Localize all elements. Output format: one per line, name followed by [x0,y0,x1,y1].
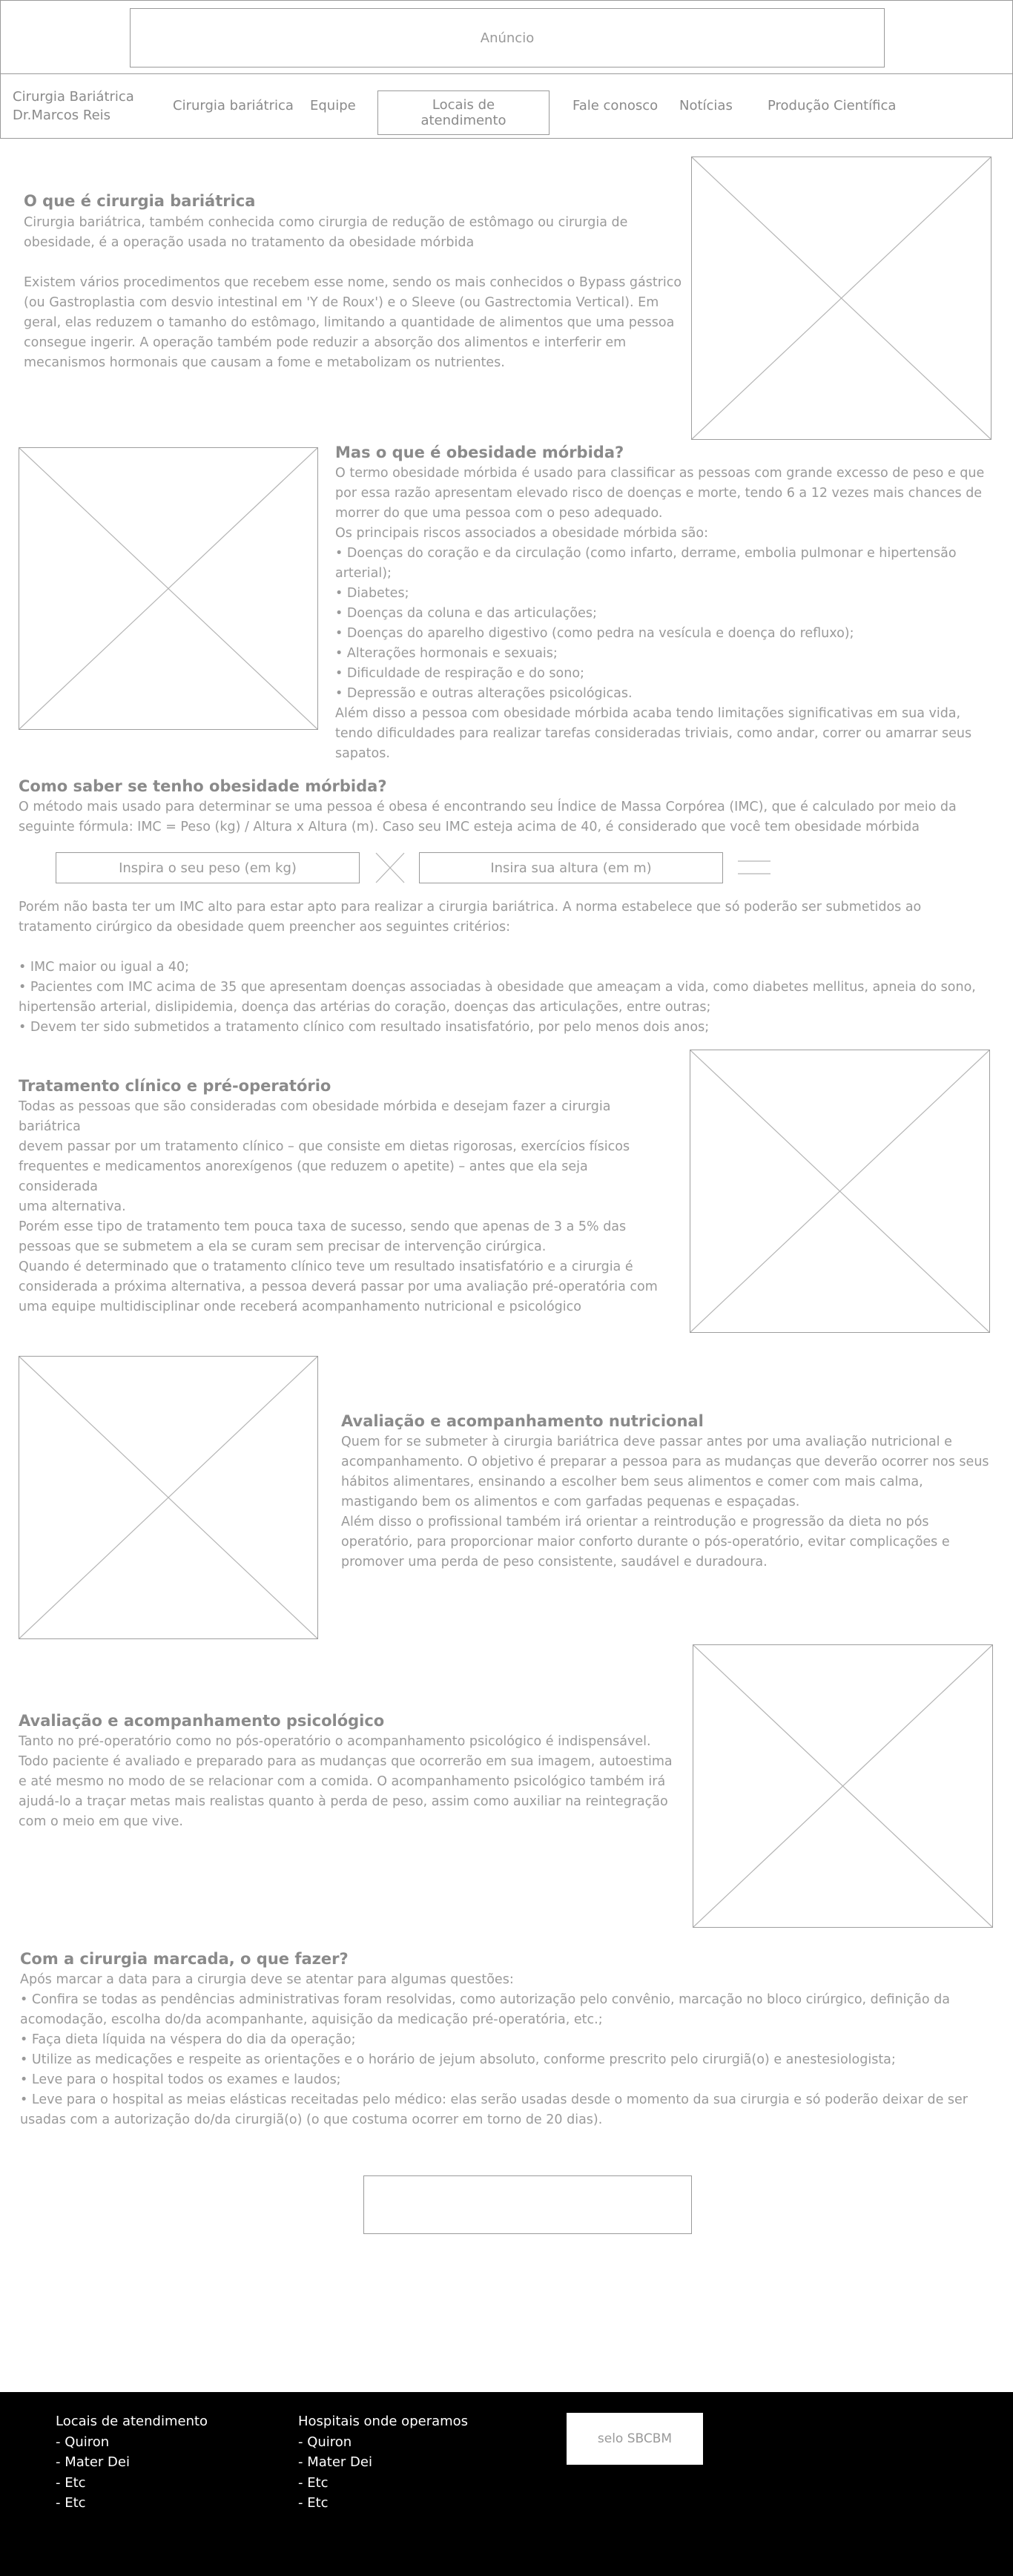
empty-box [363,2175,692,2234]
footer-link[interactable]: - Quiron [298,2434,352,2450]
section-text-psicologico: Tanto no pré-operatório como no pós-operatório o acompanhamento psicológico é indispensável. Todo paciente é avaliado e preparado para as mudanças que ocorrerão em sua imagem, autoestima e até mesmo no modo de se relacionar com a comida. O acompanhamento psicológico também irá ajudá-lo a traçar metas mais realistas quanto à perda de peso, assim como auxiliar na reintegração com o meio em que vive. [19,1734,673,1829]
nav-producao-cientifica[interactable]: Produção Científica [768,98,897,113]
nav-equipe[interactable]: Equipe [310,98,356,113]
footer-col-hospitais [298,2411,468,2514]
footer-link[interactable]: - Quiron [56,2434,110,2450]
section-text-tratamento-clinico: Todas as pessoas que são consideradas com obesidade mórbida e desejam fazer a cirurgia bariátrica devem passar por um tratamento clínico – que consiste em dietas rigorosas, exercícios físicos frequentes e medicamentos anorexígenos (que reduzem o apetite) – antes que ela seja considerada uma alternativa. Porém esse tipo de tratamento tem pouca taxa de sucesso, sendo que apenas de 3 a 5% das pessoas que se submetem a ela se curam sem precisar de intervenção cirúrgica. Quando é determinado que o tratamento clínico teve um resultado insatisfatório e a cirurgia é considerada a próxima alternativa, a pessoa deverá passar por uma avaliação pré-operatória com uma equipe multidisciplinar onde receberá acompanhamento nutricional e psicológico [19,1099,658,1314]
nav-locais-de-atendimento[interactable]: Locais de atendimento [377,90,550,135]
ad-banner-area [0,0,1013,74]
logo-subtitle: Dr.Marcos Reis [13,108,111,123]
nav-noticias[interactable]: Notícias [679,98,733,113]
site-logo[interactable] [13,88,134,125]
section-text-criterios-lista: • IMC maior ou igual a 40; • Pacientes com IMC acima de 35 que apresentam doenças associadas à obesidade que ameaçam a vida, como diabetes mellitus, apneia do sono, hipertensão arterial, dislipidemia, doença das artérias do coração, doenças das articulações, entre outras; • Devem ter sido submetidos a tratamento clínico com resultado insatisfatório, por pelo menos dois anos; [19,960,976,1035]
image-placeholder-4 [19,1356,318,1639]
footer-link[interactable]: - Etc [56,2495,86,2511]
image-placeholder-1 [691,157,991,440]
section-text-o-que-e-detalhe: Existem vários procedimentos que recebem esse nome, sendo os mais conhecidos o Bypass gástrico (ou Gastroplastia com desvio intestinal em 'Y de Roux') e o Sleeve (ou Gastrectomia Vertical). Em geral, elas reduzem o tamanho do estômago, limitando a quantidade de alimentos que uma pessoa consegue ingerir. A operação também pode reduzir a absorção dos alimentos e interferir em mecanismos hormonais que causam a fome e metabolizam os nutrientes. [24,275,682,370]
section-title-cirurgia-marcada: Com a cirurgia marcada, o que fazer? [20,1950,349,1968]
section-title-obesidade-morbida: Mas o que é obesidade mórbida? [335,444,624,461]
footer-col-locais [56,2411,208,2514]
image-placeholder-2 [19,447,318,730]
seal-label: selo SBCBM [597,2431,673,2446]
section-text-o-que-e-intro: Cirurgia bariátrica, também conhecida como cirurgia de redução de estômago ou cirurgia de obesidade, é a operação usada no tratamento da obesidade mórbida [24,215,628,250]
section-title-como-saber: Como saber se tenho obesidade mórbida? [19,777,387,795]
footer-link[interactable]: - Mater Dei [298,2454,372,2470]
image-placeholder-3 [690,1050,990,1333]
footer-col-title: Locais de atendimento [56,2414,208,2429]
footer-link[interactable]: - Etc [298,2495,329,2511]
section-title-o-que-e: O que é cirurgia bariátrica [24,192,256,210]
section-title-tratamento-clinico: Tratamento clínico e pré-operatório [19,1077,331,1095]
footer-col-title: Hospitais onde operamos [298,2414,469,2429]
ad-label: Anúncio [480,30,535,46]
height-input[interactable]: Insira sua altura (em m) [419,852,723,883]
sbcbm-seal [567,2413,703,2465]
weight-input[interactable]: Inspira o seu peso (em kg) [56,852,360,883]
nav-fale-conosco[interactable]: Fale conosco [573,98,659,113]
footer-link[interactable]: - Etc [56,2474,86,2491]
section-text-obesidade-morbida: O termo obesidade mórbida é usado para classificar as pessoas com grande excesso de peso e que por essa razão apresentam elevado risco de doenças e morte, tendo 6 a 12 vezes mais chances de morrer do que uma pessoa com o peso adequado. Os principais riscos associados a obesidade mórbida são: • Doenças do coração e da circulação (como infarto, derrame, embolia pulmonar e hipertensão arterial); • Diabetes; • Doenças da coluna e das articulações; • Doenças do aparelho digestivo (como pedra na vesícula e doença do refluxo); • Alterações hormonais e sexuais; • Dificuldade de respiração e do sono; • Depressão e outras alterações psicológicas. Além disso a pessoa com obesidade mórbida acaba tendo limitações significativas em sua vida, tendo dificuldades para realizar tarefas consideradas triviais, como andar, correr ou amarrar seus sapatos. [335,466,985,761]
section-text-imc: O método mais usado para determinar se uma pessoa é obesa é encontrando seu Índice de Massa Corpórea (IMC), que é calculado por meio da seguinte fórmula: IMC = Peso (kg) / Altura x Altura (m). Caso seu IMC esteja acima de 40, é considerado que você tem obesidade mórbida [19,800,957,834]
footer-link[interactable]: - Etc [298,2474,329,2491]
nav-cirurgia-bariatrica[interactable]: Cirurgia bariátrica [173,98,294,113]
multiply-icon [374,851,406,884]
site-footer [0,2392,1013,2576]
image-placeholder-5 [693,1644,993,1928]
section-text-cirurgia-marcada: Após marcar a data para a cirurgia deve se atentar para algumas questões: • Confira se todas as pendências administrativas foram resolvidas, como autorização pelo convênio, marcação no bloco cirúrgico, definição da acomodação, escolha do/da acompanhante, aquisição da medicação pré-operatória, etc.; • Faça dieta líquida na véspera do dia da operação; • Utilize as medicações e respeite as orientações e o horário de jejum absoluto, conforme prescrito pelo cirurgiã(o) e anestesiologista; • Leve para o hospital todos os exames e laudos; • Leve para o hospital as meias elásticas receitadas pelo médico: elas serão usadas desde o momento da sua cirurgia e só poderão deixar de ser usadas com a autorização do/da cirurgiã(o) (o que costuma ocorrer em torno de 20 dias). [20,1972,968,2127]
ad-banner[interactable] [130,8,885,67]
imc-result-icon [738,859,771,877]
site-header [0,73,1013,139]
footer-link[interactable]: - Mater Dei [56,2454,130,2470]
section-text-nutricional: Quem for se submeter à cirurgia bariátrica deve passar antes por uma avaliação nutricional e acompanhamento. O objetivo é preparar a pessoa para as mudanças que deverão ocorrer nos seus hábitos alimentares, ensinando a escolher bem seus alimentos e comer com mais calma, mastigando bem os alimentos e com garfadas pequenas e espaçadas. Além disso o profissional também irá orientar a reintrodução e progressão da dieta no pós operatório, para proporcionar maior conforto durante o pós-operatório, evitar complicações e promover uma perda de peso consistente, saudável e duradoura. [341,1434,989,1569]
section-title-psicologico: Avaliação e acompanhamento psicológico [19,1712,385,1730]
section-text-criterios-intro: Porém não basta ter um IMC alto para estar apto para realizar a cirurgia bariátrica. A norma estabelece que só poderão ser submetidos ao tratamento cirúrgico da obesidade quem preencher aos seguintes critérios: [19,900,922,935]
logo-title: Cirurgia Bariátrica [13,89,134,105]
section-title-nutricional: Avaliação e acompanhamento nutricional [341,1412,704,1430]
